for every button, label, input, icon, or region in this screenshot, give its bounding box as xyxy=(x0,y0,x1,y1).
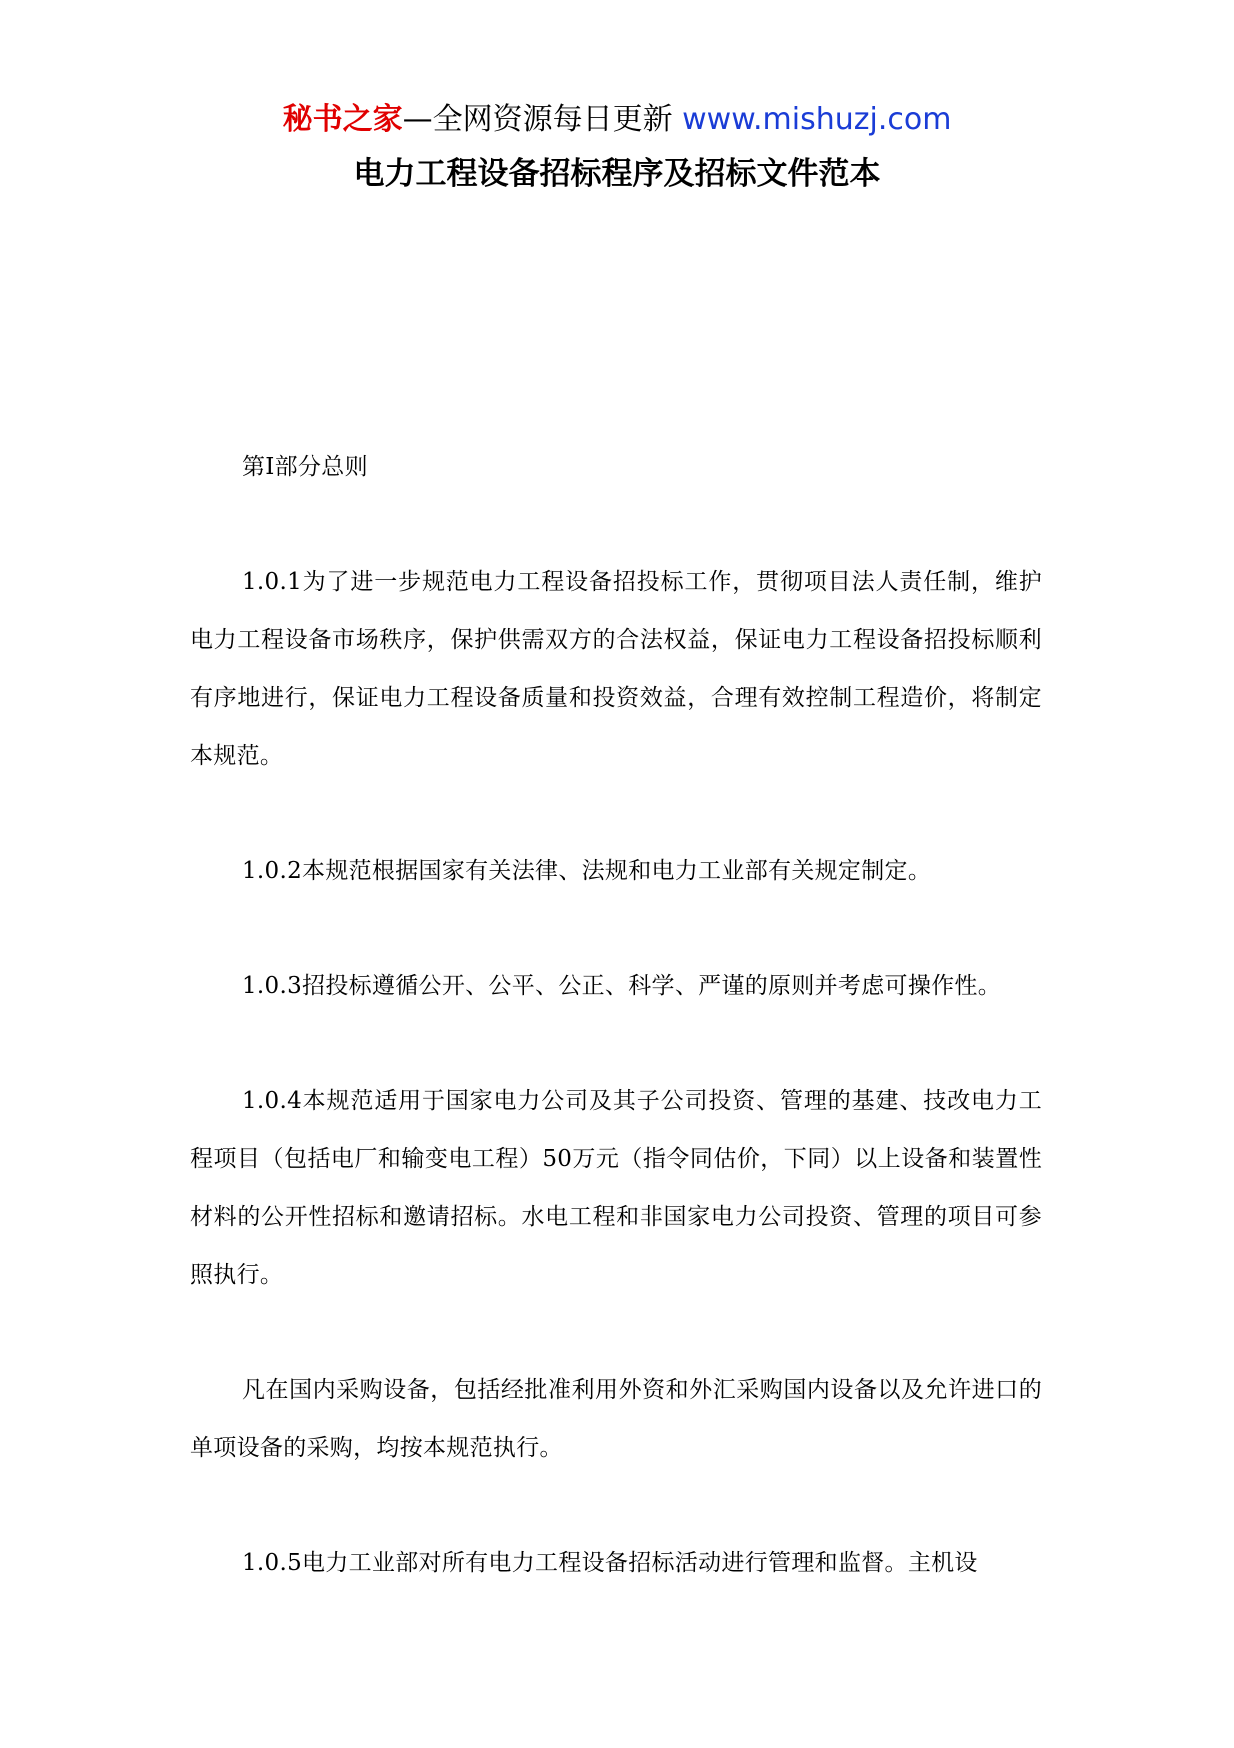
site-url-link[interactable]: www.mishuzj.com xyxy=(682,102,952,137)
paragraph-1-0-2: 1.0.2本规范根据国家有关法律、法规和电力工业部有关规定制定。 xyxy=(242,858,932,884)
paragraph-1-0-1: 1.0.1为了进一步规范电力工程设备招投标工作，贯彻项目法人责任制，维护电力工程设备市场秩序，保护供需双方的合法权益，保证电力工程设备招投标顺利有序地进行，保证电力工程设备质量和投资效益，合理有效控制工程造价，将制定本规范。 xyxy=(190,569,1042,769)
paragraph-1-0-4: 1.0.4本规范适用于国家电力公司及其子公司投资、管理的基建、技改电力工程项目（包括电厂和输变电工程）50万元（指令同估价，下同）以上设备和装置性材料的公开性招标和邀请招标。水电工程和非国家电力公司投资、管理的项目可参照执行。 xyxy=(190,1088,1042,1288)
paragraph-1-0-5: 1.0.5电力工业部对所有电力工程设备招标活动进行管理和监督。主机设 xyxy=(242,1550,978,1576)
site-banner xyxy=(0,100,1234,140)
paragraph-domestic-procurement: 凡在国内采购设备，包括经批准利用外资和外汇采购国内设备以及允许进口的单项设备的采购，均按本规范执行。 xyxy=(190,1377,1042,1461)
paragraph-1-0-3: 1.0.3招投标遵循公开、公平、公正、科学、严谨的原则并考虑可操作性。 xyxy=(242,973,1002,999)
site-slogan: —全网资源每日更新 xyxy=(402,102,683,137)
document-body xyxy=(190,438,1042,1649)
document-title: 电力工程设备招标程序及招标文件范本 xyxy=(353,156,881,192)
site-brand: 秘书之家 xyxy=(282,102,403,137)
section-heading: 第I部分总则 xyxy=(242,454,368,480)
